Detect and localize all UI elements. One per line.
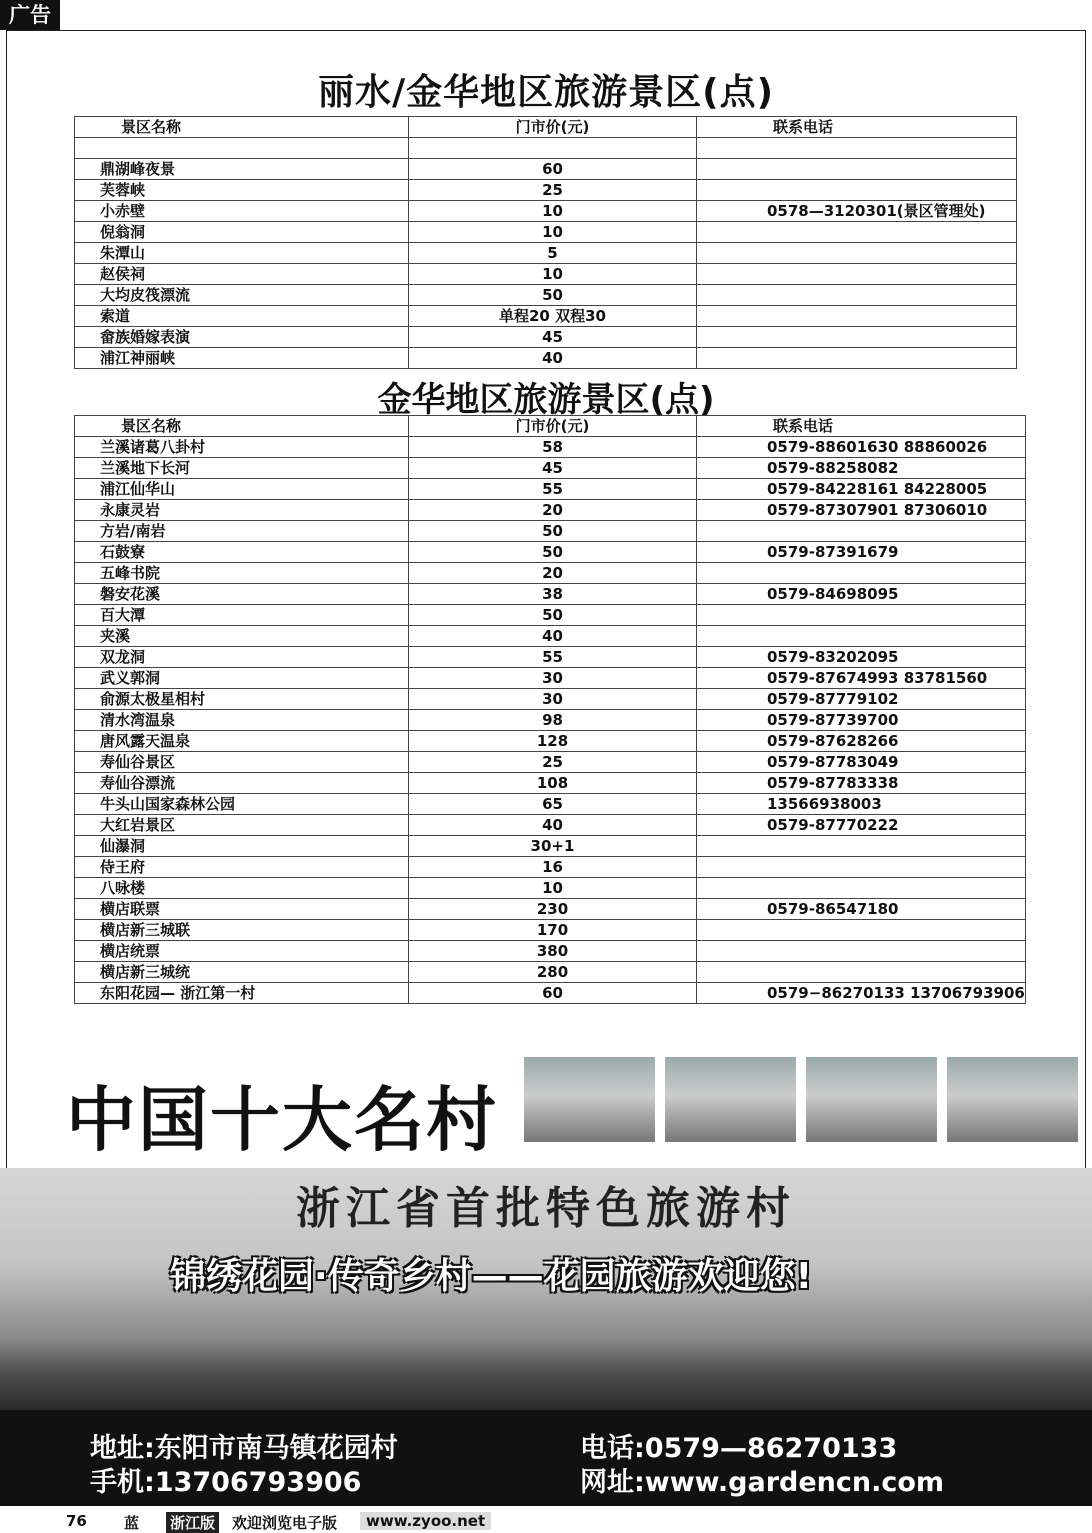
ticket-price: 55: [409, 479, 697, 500]
ticket-price: 10: [409, 264, 697, 285]
jinhua-table: [74, 415, 1026, 1004]
scenic-name: 赵侯祠: [75, 264, 409, 285]
table-row: [75, 542, 1026, 563]
contact-phone: [697, 264, 1017, 285]
contact-phone: [697, 605, 1026, 626]
ad-headline: 中国十大名村: [66, 1079, 498, 1161]
scenic-name: 磐安花溪: [75, 584, 409, 605]
scenic-name: [75, 138, 409, 159]
ticket-price: 55: [409, 647, 697, 668]
table-row: [75, 710, 1026, 731]
header-name: 景区名称: [75, 117, 409, 138]
contact-phone: [697, 159, 1017, 180]
contact-phone: [697, 962, 1026, 983]
ticket-price: 30: [409, 668, 697, 689]
contact-phone: 0579-87674993 83781560: [697, 668, 1026, 689]
table-row: [75, 878, 1026, 899]
ad-website: 网址:www.gardencn.com: [580, 1467, 945, 1498]
contact-phone: 13566938003: [697, 794, 1026, 815]
scenic-name: 寿仙谷景区: [75, 752, 409, 773]
contact-phone: 0579-87779102: [697, 689, 1026, 710]
ticket-price: 38: [409, 584, 697, 605]
table-row: [75, 668, 1026, 689]
ticket-price: 50: [409, 521, 697, 542]
scenic-name: 兰溪地下长河: [75, 458, 409, 479]
scenic-name: 夹溪: [75, 626, 409, 647]
scenic-name: 石鼓寮: [75, 542, 409, 563]
ticket-price: 230: [409, 899, 697, 920]
ticket-price: 45: [409, 458, 697, 479]
table-row: [75, 605, 1026, 626]
table-row: [75, 306, 1017, 327]
ticket-price: 5: [409, 243, 697, 264]
scenic-name: 畲族婚嫁表演: [75, 327, 409, 348]
ticket-price: 65: [409, 794, 697, 815]
scenic-name: 朱潭山: [75, 243, 409, 264]
photo-bridge: [947, 1057, 1078, 1142]
scenic-name: 倪翁洞: [75, 222, 409, 243]
contact-phone: [697, 626, 1026, 647]
scenic-name: 侍王府: [75, 857, 409, 878]
contact-phone: 0579-86547180: [697, 899, 1026, 920]
ad-mobile: 手机:13706793906: [90, 1467, 362, 1498]
edition-badge: 浙江版: [166, 1512, 219, 1533]
ticket-price: 280: [409, 962, 697, 983]
scenic-name: 大均皮筏漂流: [75, 285, 409, 306]
ad-phone: 电话:0579—86270133: [580, 1433, 898, 1464]
table-row: [75, 626, 1026, 647]
contact-phone: 0578—3120301(景区管理处): [697, 201, 1017, 222]
ticket-price: 10: [409, 222, 697, 243]
table-row: [75, 962, 1026, 983]
header-price: 门市价(元): [409, 117, 697, 138]
table-row: [75, 752, 1026, 773]
scenic-name: 武义郭洞: [75, 668, 409, 689]
ticket-price: 单程20 双程30: [409, 306, 697, 327]
scenic-name: 横店联票: [75, 899, 409, 920]
table-row: [75, 794, 1026, 815]
jinhua-title: 金华地区旅游景区(点): [377, 380, 715, 420]
table-row: [75, 563, 1026, 584]
ticket-price: 40: [409, 348, 697, 369]
scenic-name: 兰溪诸葛八卦村: [75, 437, 409, 458]
contact-phone: 0579−86270133 13706793906: [697, 983, 1026, 1004]
ticket-price: 60: [409, 983, 697, 1004]
contact-phone: 0579-83202095: [697, 647, 1026, 668]
table-row: [75, 243, 1017, 264]
contact-phone: [697, 243, 1017, 264]
table-row: [75, 941, 1026, 962]
lishui-table: [74, 116, 1017, 369]
ad-slogan-2: 锦绣花园·传奇乡村——花园旅游欢迎您!: [170, 1256, 813, 1297]
scenic-name: 百大潭: [75, 605, 409, 626]
table-row: [75, 327, 1017, 348]
contact-phone: [697, 941, 1026, 962]
table-row: [75, 437, 1026, 458]
table-row: [75, 222, 1017, 243]
lishui-title: 丽水/金华地区旅游景区(点): [317, 72, 775, 113]
table-row: [75, 731, 1026, 752]
contact-phone: 0579-88601630 88860026: [697, 437, 1026, 458]
table-row: [75, 458, 1026, 479]
table-row: [75, 773, 1026, 794]
welcome-text: 欢迎浏览电子版: [232, 1514, 338, 1532]
ticket-price: 58: [409, 437, 697, 458]
ad-tag: 广告: [0, 0, 60, 30]
page-number: 76: [66, 1512, 87, 1530]
table-row: [75, 201, 1017, 222]
contact-phone: 0579-87391679: [697, 542, 1026, 563]
header-price: 门市价(元): [409, 416, 697, 437]
scenic-name: 东阳花园— 浙江第一村: [75, 983, 409, 1004]
scenic-name: 横店新三城联: [75, 920, 409, 941]
contact-phone: [697, 521, 1026, 542]
header-name: 景区名称: [75, 416, 409, 437]
scenic-name: 俞源太极星相村: [75, 689, 409, 710]
photo-boat: [665, 1057, 796, 1142]
contact-phone: [697, 348, 1017, 369]
table-row: [75, 264, 1017, 285]
ticket-price: 50: [409, 605, 697, 626]
ticket-price: 10: [409, 201, 697, 222]
ticket-price: 50: [409, 542, 697, 563]
scenic-name: 五峰书院: [75, 563, 409, 584]
ticket-price: 25: [409, 180, 697, 201]
contact-phone: [697, 306, 1017, 327]
scenic-name: 小赤壁: [75, 201, 409, 222]
scenic-name: 鼎湖峰夜景: [75, 159, 409, 180]
header-phone: 联系电话: [697, 416, 1026, 437]
table-row: [75, 521, 1026, 542]
ad-contact-bar: [0, 1410, 1092, 1506]
table-row: [75, 689, 1026, 710]
contact-phone: [697, 327, 1017, 348]
table-row: [75, 920, 1026, 941]
contact-phone: [697, 138, 1017, 159]
scenic-name: 唐风露天温泉: [75, 731, 409, 752]
contact-phone: [697, 285, 1017, 306]
scenic-name: 双龙洞: [75, 647, 409, 668]
scenic-name: 清水湾温泉: [75, 710, 409, 731]
ticket-price: 40: [409, 815, 697, 836]
scenic-name: 浦江仙华山: [75, 479, 409, 500]
contact-phone: [697, 920, 1026, 941]
contact-phone: 0579-87307901 87306010: [697, 500, 1026, 521]
ticket-price: 108: [409, 773, 697, 794]
contact-phone: [697, 857, 1026, 878]
table-row: [75, 899, 1026, 920]
table-row: [75, 180, 1017, 201]
scenic-name: 永康灵岩: [75, 500, 409, 521]
table-row: [75, 815, 1026, 836]
scenic-name: 大红岩景区: [75, 815, 409, 836]
ticket-price: 25: [409, 752, 697, 773]
ticket-price: 40: [409, 626, 697, 647]
ticket-price: 20: [409, 563, 697, 584]
contact-phone: 0579-88258082: [697, 458, 1026, 479]
scenic-name: 八咏楼: [75, 878, 409, 899]
scenic-name: 索道: [75, 306, 409, 327]
ticket-price: 30+1: [409, 836, 697, 857]
table-row: [75, 500, 1026, 521]
table-row: [75, 138, 1017, 159]
table-row: [75, 857, 1026, 878]
scenic-name: 方岩/南岩: [75, 521, 409, 542]
color-label: 蓝: [124, 1514, 140, 1532]
ticket-price: 128: [409, 731, 697, 752]
ad-slogan-1: 浙江省首批特色旅游村: [296, 1183, 796, 1234]
ticket-price: 30: [409, 689, 697, 710]
table-row: [75, 479, 1026, 500]
contact-phone: 0579-87739700: [697, 710, 1026, 731]
table-row: [75, 584, 1026, 605]
table-header: [75, 117, 1017, 138]
contact-phone: [697, 222, 1017, 243]
contact-phone: 0579-87783049: [697, 752, 1026, 773]
ticket-price: 20: [409, 500, 697, 521]
table-row: [75, 348, 1017, 369]
ad-address: 地址:东阳市南马镇花园村: [90, 1433, 398, 1464]
ticket-price: 380: [409, 941, 697, 962]
table-row: [75, 836, 1026, 857]
contact-phone: 0579-84698095: [697, 584, 1026, 605]
scenic-name: 芙蓉峡: [75, 180, 409, 201]
ticket-price: 16: [409, 857, 697, 878]
scenic-name: 横店新三城统: [75, 962, 409, 983]
scenic-name: 浦江神丽峡: [75, 348, 409, 369]
contact-phone: 0579-87783338: [697, 773, 1026, 794]
ticket-price: 98: [409, 710, 697, 731]
ticket-price: 10: [409, 878, 697, 899]
scenic-name: 仙瀑洞: [75, 836, 409, 857]
page-footer: [0, 1510, 1092, 1533]
photo-square: [806, 1057, 937, 1142]
contact-phone: 0579-84228161 84228005: [697, 479, 1026, 500]
photo-trees: [524, 1057, 655, 1142]
ticket-price: 170: [409, 920, 697, 941]
contact-phone: 0579-87770222: [697, 815, 1026, 836]
scenic-name: 牛头山国家森林公园: [75, 794, 409, 815]
contact-phone: [697, 878, 1026, 899]
ticket-price: [409, 138, 697, 159]
site-link[interactable]: www.zyoo.net: [360, 1512, 491, 1530]
table-row: [75, 983, 1026, 1004]
ticket-price: 60: [409, 159, 697, 180]
contact-phone: 0579-87628266: [697, 731, 1026, 752]
ticket-price: 45: [409, 327, 697, 348]
scenic-name: 寿仙谷漂流: [75, 773, 409, 794]
header-phone: 联系电话: [697, 117, 1017, 138]
table-row: [75, 159, 1017, 180]
contact-phone: [697, 563, 1026, 584]
scenic-name: 横店统票: [75, 941, 409, 962]
ticket-price: 50: [409, 285, 697, 306]
table-row: [75, 647, 1026, 668]
contact-phone: [697, 836, 1026, 857]
table-row: [75, 285, 1017, 306]
contact-phone: [697, 180, 1017, 201]
table-header: [75, 416, 1026, 437]
